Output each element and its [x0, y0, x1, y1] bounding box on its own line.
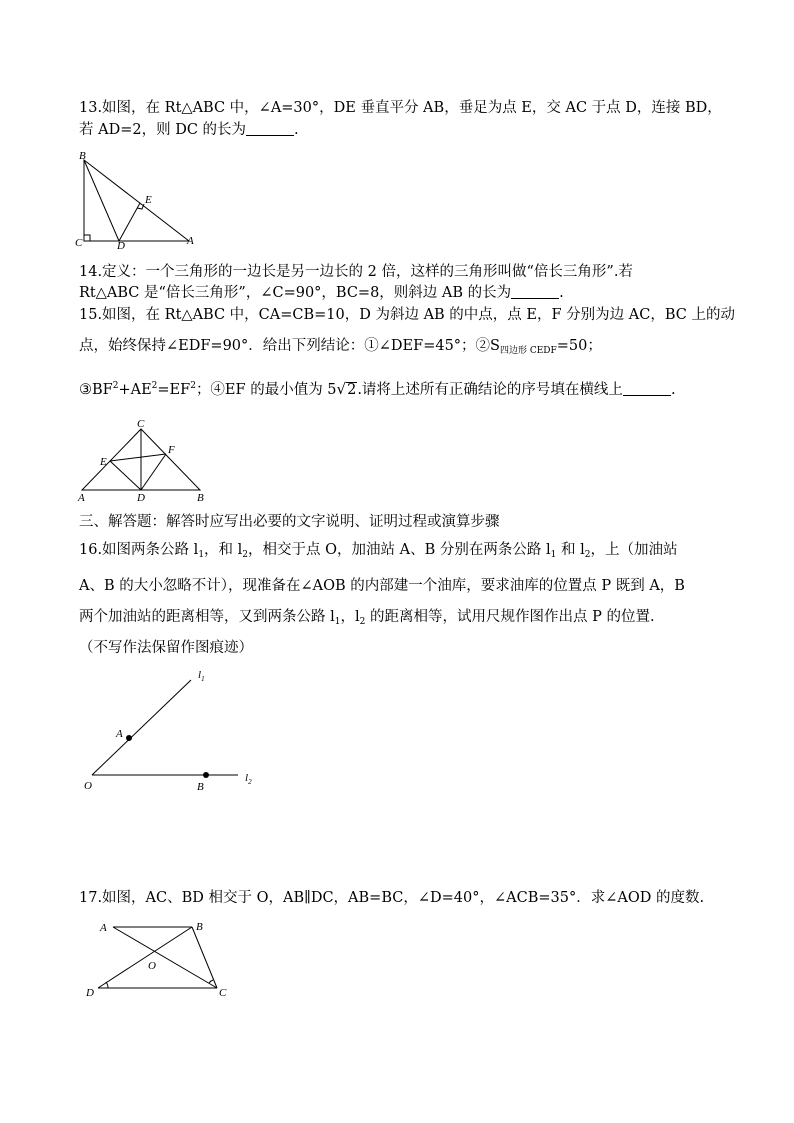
- q15-label-e: E: [100, 456, 107, 468]
- q13-label-d: D: [117, 240, 125, 252]
- q15-label-f: F: [168, 444, 175, 456]
- q16-label-l1: [198, 669, 205, 683]
- q13-triangle-abc: [84, 160, 189, 241]
- q16-point-b: [203, 772, 209, 778]
- q17-segment-bd: [98, 927, 192, 988]
- q13-figure: [68, 148, 208, 253]
- q16-line1-s3: 1: [550, 550, 557, 560]
- q16-line1-b: ，和 l: [204, 542, 243, 558]
- q15-line3-end: .: [670, 382, 676, 398]
- q13-answer-blank: [246, 121, 294, 136]
- q14-answer-blank: [511, 284, 559, 299]
- q17-segment-ac: [113, 927, 217, 988]
- q16-line2: A、B 的大小忽略不计），现准备在∠AOB 的内部建一个油库，要求油库的位置点 P 既到 A，B: [79, 578, 685, 594]
- q16-label-l2-sub: 2: [248, 778, 252, 786]
- q13-segment-bd: [84, 160, 119, 241]
- q16-line3-c: 的距离相等，试用尺规作图作出点 P 的位置.: [365, 609, 655, 625]
- q13-line2: [79, 120, 299, 140]
- q17-label-a: A: [100, 922, 107, 934]
- section-heading: 三、解答题：解答时应写出必要的文字说明、证明过程或演算步骤: [79, 514, 500, 530]
- q16-line1-s1: 1: [198, 550, 205, 560]
- q16-line1-e: ，上（加油站: [590, 542, 678, 558]
- q15-line3-d: ；④EF 的最小值为 5: [195, 382, 337, 398]
- q16-road-l1: [92, 680, 191, 775]
- q17-angle-d-arc: [106, 982, 108, 988]
- q16-figure: [78, 664, 268, 799]
- q16-label-l2: [245, 772, 252, 786]
- q16-point-a: [126, 735, 132, 741]
- q15-figure: [70, 415, 215, 505]
- q14-line2: [79, 283, 564, 303]
- q15-label-d: D: [137, 492, 145, 504]
- q16-label-l1-sub: 1: [201, 675, 205, 683]
- q17-label-c: C: [219, 987, 227, 999]
- q13-segment-de: [119, 203, 140, 241]
- q15-line2-b: =50；: [556, 338, 602, 354]
- q16-line1-s4: 2: [584, 550, 591, 560]
- q15-line2: [79, 336, 602, 356]
- q15-label-c: C: [137, 418, 145, 430]
- q16-line1-c: ，相交于点 O，加油站 A、B 分别在两条公路 l: [248, 542, 551, 558]
- q16-line3-a: 两个加油站的距离相等，又到两条公路 l: [79, 609, 335, 625]
- q16-line1: [79, 540, 677, 560]
- q16-label-b: B: [197, 781, 204, 793]
- q16-line3: [79, 607, 655, 627]
- q16-line4: （不写作法保留作图痕迹）: [79, 640, 253, 656]
- q14-line1: 14.定义：一个三角形的一边长是另一边长的 2 倍，这样的三角形叫做“倍长三角形”.若: [79, 264, 633, 280]
- q15-line3-sup2: 2: [151, 381, 158, 391]
- q13-label-a: A: [187, 235, 194, 247]
- q16-line1-s2: 2: [242, 550, 249, 560]
- q15-line2-sub: 四边形 CEDF: [499, 346, 557, 356]
- q16-line1-d: 和 l: [556, 542, 585, 558]
- q15-line3: [79, 379, 676, 400]
- q13-line2-text: 若 AD=2，则 DC 的长为: [79, 122, 247, 138]
- q15-line3-sqrt: 2: [347, 382, 357, 398]
- q16-label-o: O: [84, 780, 92, 792]
- q15-answer-blank: [623, 381, 671, 396]
- q15-label-b: B: [197, 492, 204, 504]
- q17-label-b: B: [196, 921, 203, 933]
- q16-line3-b: ，l: [340, 609, 360, 625]
- q15-line3-b: +AE: [118, 382, 152, 398]
- q13-line2-end: .: [294, 122, 299, 138]
- q17-label-d: D: [86, 987, 94, 999]
- q15-segment-de: [110, 461, 141, 490]
- q15-line3-sup3: 2: [190, 381, 196, 391]
- q16-line3-s2: 2: [359, 617, 366, 627]
- q16-label-l2-letter: l: [245, 772, 249, 784]
- q15-line3-e: .请将上述所有正确结论的序号填在横线上: [357, 382, 623, 398]
- q16-label-l1-letter: l: [198, 669, 202, 681]
- q13-right-angle-c: [84, 235, 90, 241]
- q15-line3-a: ③BF: [79, 382, 113, 398]
- q14-line2-end: .: [559, 285, 564, 301]
- q17-line1: 17.如图，AC、BD 相交于 O，AB∥DC，AB=BC，∠D=40°，∠ACB=35°．求∠AOD 的度数.: [79, 890, 705, 906]
- q17-angle-c-arc: [209, 980, 213, 983]
- sqrt-icon: √: [336, 380, 347, 398]
- q13-label-b: B: [79, 150, 86, 162]
- q16-label-a: A: [116, 728, 123, 740]
- q17-figure: [82, 915, 242, 1005]
- q13-line1: 13.如图，在 Rt△ABC 中，∠A=30°，DE 垂直平分 AB，垂足为点 E，交 AC 于点 D，连接 BD，: [79, 100, 722, 116]
- q15-line1: 15.如图，在 Rt△ABC 中，CA=CB=10，D 为斜边 AB 的中点，点 E，F 分别为边 AC，BC 上的动: [79, 307, 735, 323]
- q15-segment-ef: [110, 454, 166, 461]
- q17-segment-bc: [192, 927, 217, 988]
- q15-line3-c: =EF: [157, 382, 191, 398]
- q15-segment-df: [141, 454, 166, 490]
- q16-line1-a: 16.如图两条公路 l: [79, 542, 199, 558]
- q14-line2-text: Rt△ABC 是“倍长三角形”，∠C=90°，BC=8，则斜边 AB 的长为: [79, 285, 512, 301]
- q15-label-a: A: [78, 492, 85, 504]
- q15-line2-a: 点，始终保持∠EDF=90°．给出下列结论：①∠DEF=45°；②S: [79, 338, 500, 354]
- q13-label-e: E: [145, 194, 152, 206]
- q17-label-o: O: [148, 960, 156, 972]
- q13-label-c: C: [75, 237, 83, 249]
- q15-line3-sup1: 2: [112, 381, 119, 391]
- q16-line3-s1: 1: [334, 617, 341, 627]
